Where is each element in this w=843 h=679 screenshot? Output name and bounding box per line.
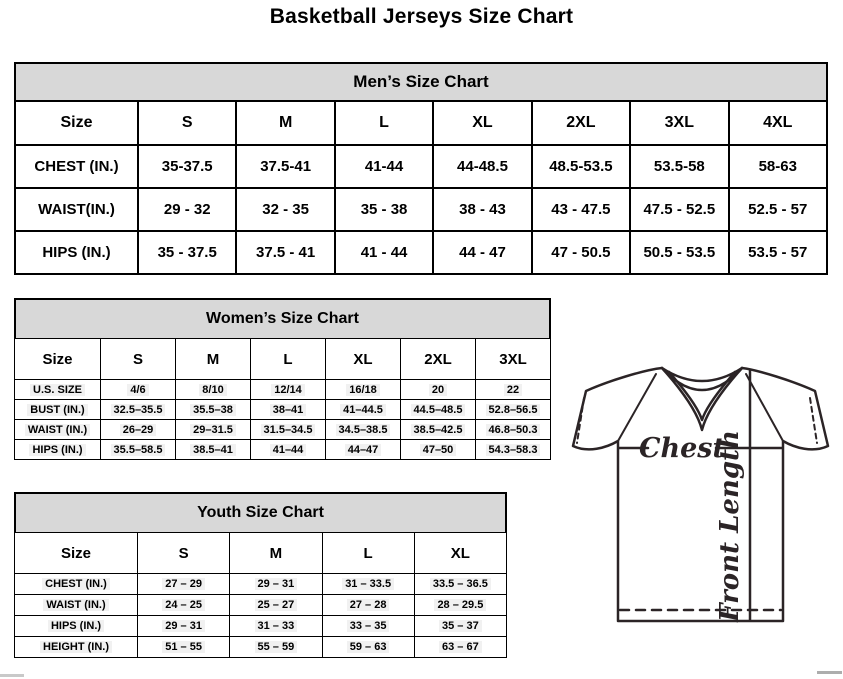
cell [414,616,506,637]
chest-label: Chest [639,433,725,464]
cell-text: 34.5–38.5 [336,424,391,436]
row-label-text: CHEST (IN.) [34,158,119,175]
cell-text: 31 – 33 [255,620,298,632]
cell-text: 29–31.5 [190,424,236,436]
cell [414,637,506,658]
cell-text: 12/14 [271,384,305,396]
column-header: XL [414,533,506,574]
cell [176,440,251,460]
cell-text: 44 - 47 [459,244,506,261]
row-label [15,380,101,400]
table-row [15,574,507,595]
cell-text: 26–29 [120,424,157,436]
row-label [15,637,138,658]
cell [138,616,230,637]
column-header: S [101,339,176,380]
youth-size-chart-section [14,492,507,658]
row-label-text: CHEST (IN.) [42,578,110,590]
cell [138,595,230,616]
cell [630,231,728,274]
cell-text: 37.5-41 [260,158,312,175]
jersey-body-outline [573,368,828,621]
table-row [15,616,507,637]
cell [322,595,414,616]
column-header: S [138,533,230,574]
column-header: L [335,101,433,145]
row-label-text: U.S. SIZE [30,384,85,396]
cell [729,145,827,188]
cell [176,400,251,420]
cell-text: 8/10 [199,384,226,396]
cell-text: 20 [429,384,447,396]
row-label-text: HIPS (IN.) [29,444,85,456]
row-label-text: HEIGHT (IN.) [40,641,112,653]
cell-text: 52.8–56.5 [486,404,541,416]
cell [138,231,236,274]
column-header: 2XL [401,339,476,380]
row-label-text: WAIST (IN.) [25,424,90,436]
cell [414,574,506,595]
cell [401,440,476,460]
column-header: XL [433,101,531,145]
row-label [15,616,138,637]
page-title: Basketball Jerseys Size Chart [269,5,574,28]
column-header: M [176,339,251,380]
cell-text: 25 – 27 [255,599,298,611]
cell-text: 16/18 [346,384,380,396]
cell [476,380,551,400]
table-row [15,400,551,420]
row-label [15,440,101,460]
row-label [15,145,138,188]
cell-text: 38.5–42.5 [411,424,466,436]
cell-text: 24 – 25 [162,599,205,611]
cell [101,400,176,420]
cell-text: 35 - 37.5 [157,244,217,261]
mens-size-chart-section [14,62,828,275]
column-header: M [236,101,334,145]
cell-text: 29 – 31 [162,620,205,632]
row-label [15,188,138,231]
cell [230,616,322,637]
column-header: L [322,533,414,574]
cell [236,188,334,231]
cell-text: 33.5 – 36.5 [430,578,491,590]
cell [251,440,326,460]
cell [433,188,531,231]
table-row [15,188,827,231]
cell [138,188,236,231]
bottom-left-scrollbar-fragment [0,674,24,677]
cell-text: 41–44 [270,444,307,456]
cell-text: 41–44.5 [340,404,386,416]
youth-size-table [14,532,507,658]
cell [401,420,476,440]
cell-text: 47 - 50.5 [551,244,611,261]
cell [532,188,630,231]
cell-text: 28 – 29.5 [434,599,486,611]
cell [176,420,251,440]
jersey-measurement-diagram [556,358,838,632]
cell [322,616,414,637]
cell-text: 35.5–38 [190,404,236,416]
mens-size-table [14,100,828,275]
cell-text: 43 - 47.5 [551,201,611,218]
row-label-text: BUST (IN.) [27,404,87,416]
cell [251,380,326,400]
cell [101,420,176,440]
cell [335,145,433,188]
cell-text: 53.5-58 [653,158,705,175]
column-header: XL [326,339,401,380]
cell [326,440,401,460]
cell [230,595,322,616]
cell-text: 35.5–58.5 [111,444,166,456]
cell [322,637,414,658]
cell [230,574,322,595]
cell-text: 50.5 - 53.5 [643,244,716,261]
row-label [15,400,101,420]
column-header: 3XL [476,339,551,380]
cell [326,380,401,400]
cell-text: 63 – 67 [439,641,482,653]
cell [101,380,176,400]
cell-text: 53.5 - 57 [748,244,808,261]
cell-text: 59 – 63 [347,641,390,653]
cell-text: 32.5–35.5 [111,404,166,416]
cell [101,440,176,460]
cell [138,145,236,188]
cell [630,188,728,231]
cell [414,595,506,616]
cell-text: 47.5 - 52.5 [643,201,716,218]
cell [138,637,230,658]
cell [476,400,551,420]
column-header: L [251,339,326,380]
cell [236,145,334,188]
row-label [15,595,138,616]
cell-text: 51 – 55 [162,641,205,653]
jersey-outline-drawing [556,358,838,632]
cell-text: 58-63 [758,158,797,175]
womens-chart-title: Women’s Size Chart [14,298,551,338]
cell [532,231,630,274]
cell [433,145,531,188]
row-label-text: HIPS (IN.) [42,244,111,261]
size-row-label: Size [15,533,138,574]
cell-text: 27 – 28 [347,599,390,611]
table-row [15,595,507,616]
cell [532,145,630,188]
cell [322,574,414,595]
cell-text: 29 - 32 [163,201,211,218]
column-header: 2XL [532,101,630,145]
cell [335,231,433,274]
cell-text: 41-44 [364,158,404,175]
cell-text: 38–41 [270,404,307,416]
cell [251,420,326,440]
cell [326,400,401,420]
table-row [15,145,827,188]
cell [401,380,476,400]
cell-text: 41 - 44 [360,244,408,261]
cell-text: 32 - 35 [262,201,309,218]
cell [236,231,334,274]
womens-size-chart-section [14,298,551,460]
table-row [15,231,827,274]
size-row-label: Size [15,101,138,145]
cell-text: 38 - 43 [459,201,506,218]
table-row [15,420,551,440]
cell [176,380,251,400]
column-header: M [230,533,322,574]
cell-text: 38.5–41 [190,444,236,456]
row-label [15,574,138,595]
cell-text: 29 – 31 [255,578,298,590]
cell-text: 4/6 [127,384,148,396]
cell-text: 27 – 29 [162,578,205,590]
row-label-text: WAIST(IN.) [38,201,115,218]
cell-text: 37.5 - 41 [256,244,316,261]
cell-text: 46.8–50.3 [486,424,541,436]
cell-text: 33 – 35 [347,620,390,632]
row-label [15,420,101,440]
cell [433,231,531,274]
womens-size-table [14,338,551,460]
table-row [15,637,507,658]
column-header: 4XL [729,101,827,145]
column-header: 3XL [630,101,728,145]
cell [401,400,476,420]
row-label [15,231,138,274]
size-row-label: Size [15,339,101,380]
cell [729,231,827,274]
cell-text: 44.5–48.5 [411,404,466,416]
cell [729,188,827,231]
cell [630,145,728,188]
cell-text: 48.5-53.5 [549,158,613,175]
cell-text: 31.5–34.5 [261,424,316,436]
cell-text: 44–47 [345,444,382,456]
cell-text: 52.5 - 57 [748,201,808,218]
cell-text: 35 – 37 [439,620,482,632]
bottom-right-scrollbar-fragment [817,671,842,674]
cell-text: 35-37.5 [161,158,213,175]
cell [476,420,551,440]
cell-text: 54.3–58.3 [486,444,541,456]
youth-chart-title: Youth Size Chart [14,492,507,532]
cell [138,574,230,595]
cell-text: 55 – 59 [255,641,298,653]
cell [230,637,322,658]
column-header: S [138,101,236,145]
table-row [15,380,551,400]
table-row [15,440,551,460]
cell [251,400,326,420]
cell [476,440,551,460]
cell-text: 47–50 [420,444,457,456]
row-label-text: HIPS (IN.) [48,620,104,632]
cell-text: 35 - 38 [360,201,408,218]
cell-text: 22 [504,384,522,396]
cell [326,420,401,440]
cell [335,188,433,231]
row-label-text: WAIST (IN.) [43,599,108,611]
mens-chart-title: Men’s Size Chart [14,62,828,100]
cell-text: 44-48.5 [457,158,508,175]
front-length-label: Front Length [715,430,745,622]
cell-text: 31 – 33.5 [342,578,394,590]
